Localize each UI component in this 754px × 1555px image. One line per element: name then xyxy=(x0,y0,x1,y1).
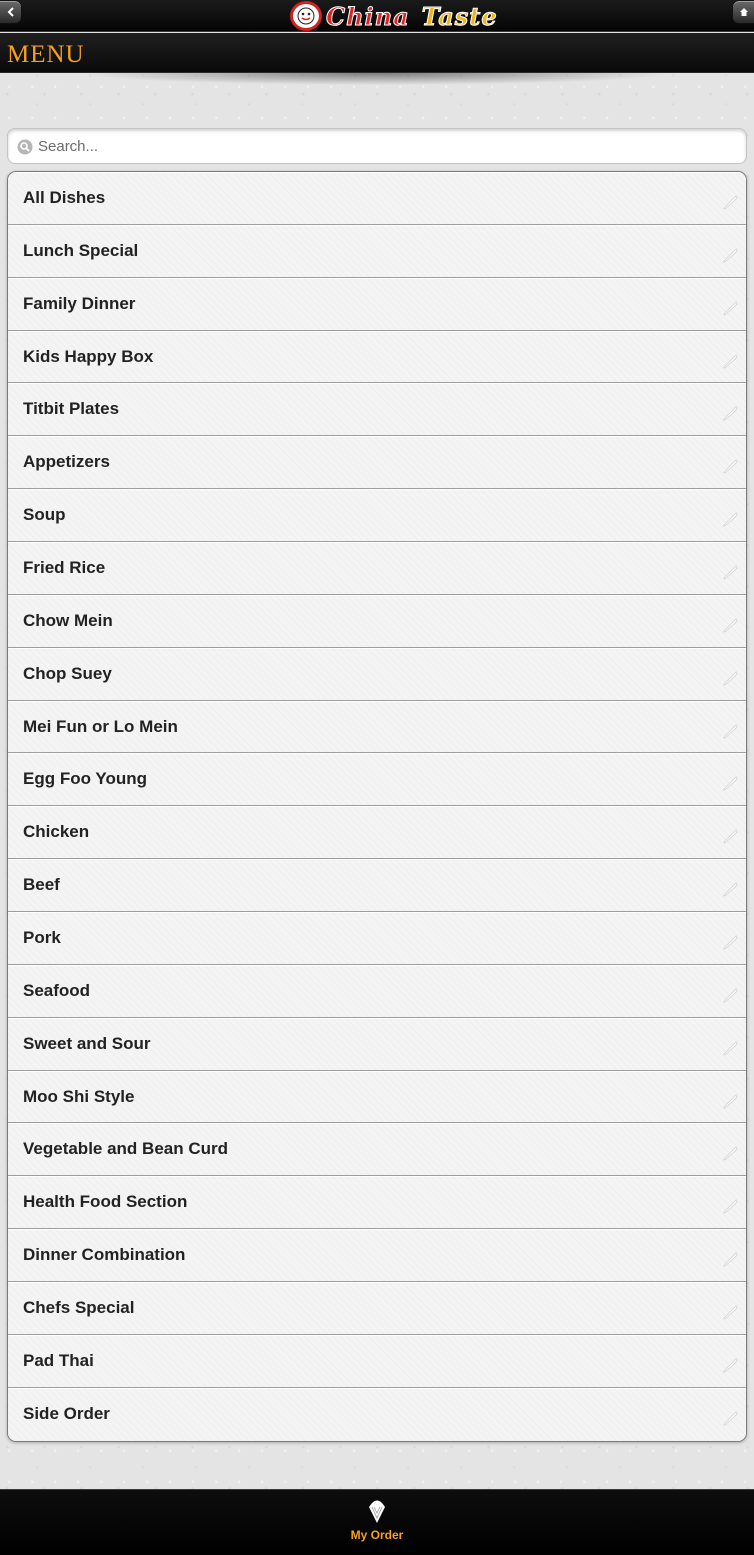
pencil-icon xyxy=(720,1302,740,1322)
my-order-label: My Order xyxy=(350,1528,404,1542)
logo-word-taste: Taste xyxy=(421,1,498,31)
category-label: All Dishes xyxy=(23,187,106,207)
home-button[interactable] xyxy=(732,0,754,24)
my-order-button[interactable] xyxy=(337,1496,417,1552)
list-item[interactable] xyxy=(8,648,746,701)
pencil-icon xyxy=(720,562,740,582)
search-icon xyxy=(17,139,33,155)
menu-header xyxy=(0,33,754,73)
list-item[interactable] xyxy=(8,225,746,278)
list-item[interactable] xyxy=(8,806,746,859)
pencil-icon xyxy=(720,1355,740,1375)
pencil-icon xyxy=(720,826,740,846)
logo-word-china: China xyxy=(326,1,410,31)
pencil-icon xyxy=(720,456,740,476)
list-item[interactable] xyxy=(8,383,746,436)
list-item[interactable] xyxy=(8,1282,746,1335)
list-item[interactable] xyxy=(8,1335,746,1388)
pencil-icon xyxy=(720,245,740,265)
category-label: Side Order xyxy=(23,1404,110,1424)
ice-cream-cone-icon xyxy=(365,1496,389,1524)
pencil-icon xyxy=(720,773,740,793)
category-label: Beef xyxy=(23,875,60,895)
category-label: Pad Thai xyxy=(23,1350,94,1370)
category-label: Family Dinner xyxy=(23,293,136,313)
category-label: Chop Suey xyxy=(23,663,112,683)
pencil-icon xyxy=(720,403,740,423)
search-box xyxy=(7,128,747,164)
app-logo xyxy=(290,0,498,32)
pencil-icon xyxy=(720,1143,740,1163)
pencil-icon xyxy=(720,879,740,899)
category-label: Appetizers xyxy=(23,452,110,472)
list-item[interactable] xyxy=(8,912,746,965)
pencil-icon xyxy=(720,1091,740,1111)
list-item[interactable] xyxy=(8,1229,746,1282)
list-item[interactable] xyxy=(8,701,746,754)
page-title: MENU xyxy=(7,41,85,68)
pencil-icon xyxy=(720,721,740,741)
list-item[interactable] xyxy=(8,542,746,595)
list-item[interactable] xyxy=(8,1018,746,1071)
list-item[interactable] xyxy=(8,753,746,806)
category-label: Seafood xyxy=(23,980,91,1000)
back-button[interactable] xyxy=(0,0,22,24)
list-item[interactable] xyxy=(8,1176,746,1229)
category-label: Chow Mein xyxy=(23,610,113,630)
pencil-icon xyxy=(720,192,740,212)
list-item[interactable] xyxy=(8,489,746,542)
pencil-icon xyxy=(720,932,740,952)
list-item[interactable] xyxy=(8,1123,746,1176)
top-bar xyxy=(0,0,754,32)
category-label: Kids Happy Box xyxy=(23,346,154,366)
pencil-icon xyxy=(720,1408,740,1428)
home-icon xyxy=(739,7,749,17)
list-item[interactable] xyxy=(8,1388,746,1441)
category-label: Health Food Section xyxy=(23,1192,188,1212)
list-item[interactable] xyxy=(8,595,746,648)
logo-mascot-icon xyxy=(290,1,322,31)
category-label: Soup xyxy=(23,505,66,525)
category-label: Dinner Combination xyxy=(23,1245,186,1265)
list-item[interactable] xyxy=(8,331,746,384)
pencil-icon xyxy=(720,668,740,688)
pencil-icon xyxy=(720,509,740,529)
footer-bar xyxy=(0,1489,754,1555)
header-shadow xyxy=(0,73,754,89)
category-label: Moo Shi Style xyxy=(23,1086,135,1106)
pencil-icon xyxy=(720,298,740,318)
list-item[interactable] xyxy=(8,1071,746,1124)
category-label: Pork xyxy=(23,927,61,947)
list-item[interactable] xyxy=(8,859,746,912)
pencil-icon xyxy=(720,615,740,635)
category-label: Chicken xyxy=(23,822,90,842)
pencil-icon xyxy=(720,1196,740,1216)
pencil-icon xyxy=(720,985,740,1005)
list-item[interactable] xyxy=(8,436,746,489)
pencil-icon xyxy=(720,351,740,371)
pencil-icon xyxy=(720,1249,740,1269)
category-label: Vegetable and Bean Curd xyxy=(23,1139,228,1159)
list-item[interactable] xyxy=(8,965,746,1018)
category-label: Lunch Special xyxy=(23,240,139,260)
category-label: Sweet and Sour xyxy=(23,1033,151,1053)
list-item[interactable] xyxy=(8,172,746,225)
category-label: Fried Rice xyxy=(23,557,106,577)
pencil-icon xyxy=(720,1038,740,1058)
category-label: Egg Foo Young xyxy=(23,769,148,789)
category-list xyxy=(7,171,747,1442)
list-item[interactable] xyxy=(8,278,746,331)
chevron-left-icon xyxy=(6,7,16,17)
category-label: Mei Fun or Lo Mein xyxy=(23,716,178,736)
search-input[interactable] xyxy=(38,129,738,163)
logo-text xyxy=(326,2,498,31)
category-label: Titbit Plates xyxy=(23,399,120,419)
category-label: Chefs Special xyxy=(23,1297,135,1317)
